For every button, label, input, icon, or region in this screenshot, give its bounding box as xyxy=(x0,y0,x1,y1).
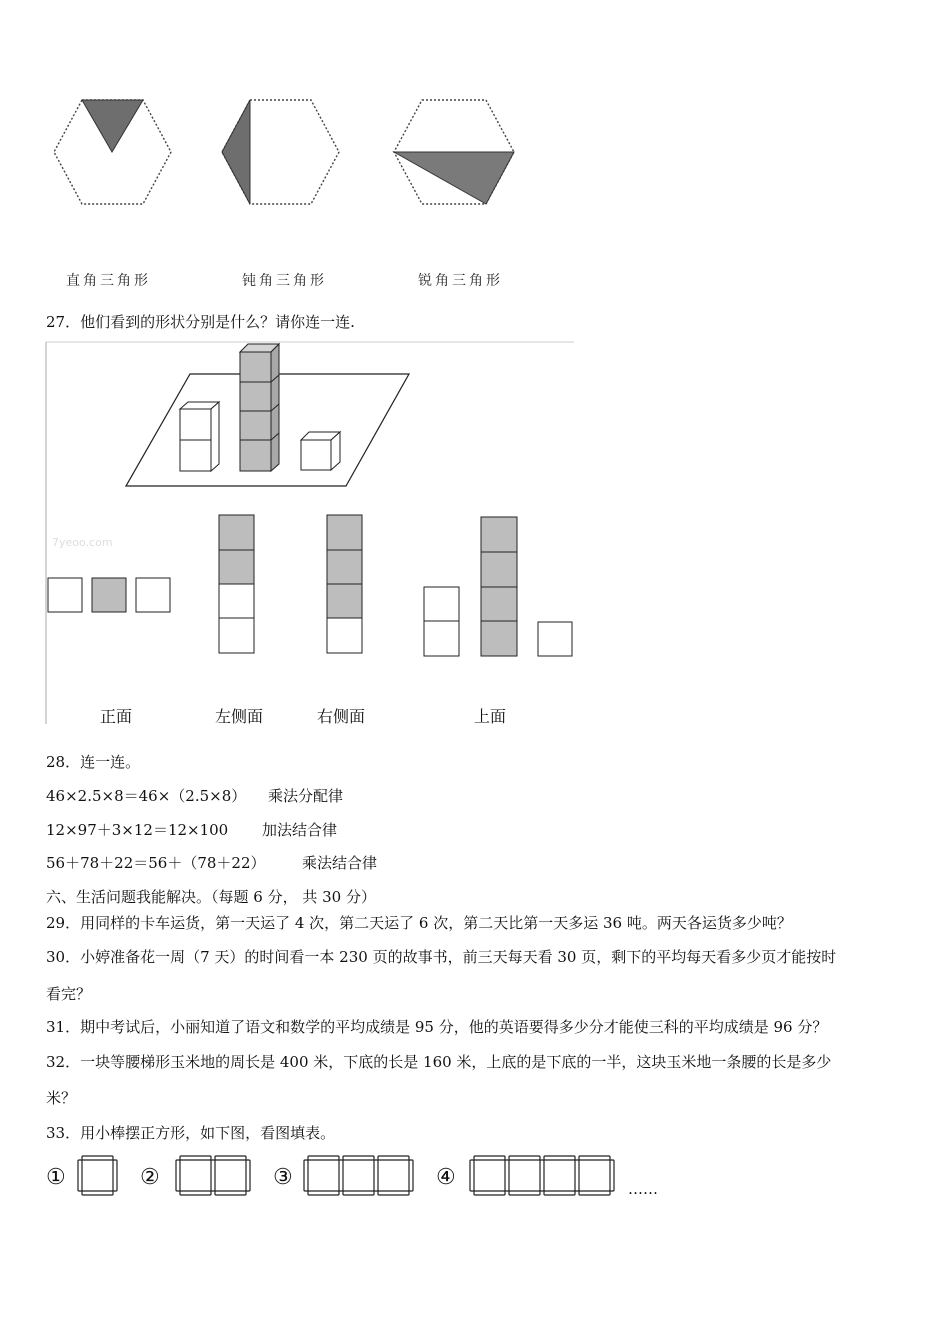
marker-1: ① xyxy=(46,1165,66,1190)
q28-law-2: 加法结合律 xyxy=(262,821,338,839)
question-32-line1: 32．一块等腰梯形玉米地的周长是 400 米，下底的长是 160 米，上底的是下底的一半，这块玉米地一条腰的长是多少 xyxy=(46,1053,832,1071)
view-label-left: 左侧面 xyxy=(215,707,264,726)
matchstick xyxy=(180,1156,211,1160)
matchstick xyxy=(304,1160,308,1191)
matchstick xyxy=(180,1191,211,1195)
section-6-title: 六、生活问题我能解决。（每题 6 分， 共 30 分） xyxy=(46,888,376,906)
matchstick xyxy=(378,1191,409,1195)
ellipsis: …… xyxy=(628,1180,658,1198)
question-32-line2: 米？ xyxy=(46,1089,77,1107)
question-29: 29．用同样的卡车运货，第一天运了 4 次，第二天运了 6 次，第二天比第一天多运 36 吨。两天各运货多少吨？ xyxy=(46,914,792,932)
matchstick xyxy=(474,1156,505,1160)
marker-2: ② xyxy=(140,1165,160,1190)
hexagon-obtuse-triangle xyxy=(218,96,343,208)
matchstick xyxy=(579,1156,610,1160)
matchstick xyxy=(339,1160,343,1191)
q28-expr-1: 46×2.5×8＝46×（2.5×8） xyxy=(46,787,247,805)
q28-law-3: 乘法结合律 xyxy=(302,854,378,872)
matchstick xyxy=(113,1160,117,1191)
matchstick xyxy=(308,1191,339,1195)
matchstick xyxy=(579,1191,610,1195)
view-label-top: 上面 xyxy=(474,707,507,726)
matchstick xyxy=(343,1156,374,1160)
marker-4: ④ xyxy=(436,1165,456,1190)
watermark: 7yeoo.com xyxy=(52,536,113,549)
matchstick xyxy=(215,1156,246,1160)
matchstick xyxy=(215,1191,246,1195)
matchstick xyxy=(343,1191,374,1195)
cube-views-figure xyxy=(44,338,576,726)
matchstick xyxy=(308,1156,339,1160)
matchstick xyxy=(509,1156,540,1160)
matchstick-figure xyxy=(44,1150,644,1200)
matchstick xyxy=(544,1156,575,1160)
question-30-line1: 30．小婷准备花一周（7 天）的时间看一本 230 页的故事书，前三天每天看 30 页，剩下的平均每天看多少页才能按时 xyxy=(46,948,837,966)
matchstick xyxy=(610,1160,614,1191)
matchstick xyxy=(82,1191,113,1195)
matchstick xyxy=(82,1156,113,1160)
matchstick xyxy=(409,1160,413,1191)
matchstick xyxy=(575,1160,579,1191)
matchstick xyxy=(246,1160,250,1191)
question-28-title: 28．连一连。 xyxy=(46,753,141,771)
matchstick xyxy=(474,1191,505,1195)
question-33: 33．用小棒摆正方形，如下图，看图填表。 xyxy=(46,1124,336,1142)
matchstick xyxy=(505,1160,509,1191)
view-label-front: 正面 xyxy=(100,707,133,726)
q28-law-1: 乘法分配律 xyxy=(268,787,344,805)
view-label-right: 右侧面 xyxy=(317,707,366,726)
marker-3: ③ xyxy=(273,1165,293,1190)
question-27: 27．他们看到的形状分别是什么？请你连一连. xyxy=(46,313,355,331)
hexagon-right-triangle xyxy=(50,96,175,208)
label-acute-triangle: 锐角三角形 xyxy=(418,273,503,289)
matchstick xyxy=(544,1191,575,1195)
matchstick xyxy=(176,1160,180,1191)
question-30-line2: 看完？ xyxy=(46,985,92,1003)
matchstick xyxy=(509,1191,540,1195)
matchstick xyxy=(374,1160,378,1191)
matchstick xyxy=(78,1160,82,1191)
hexagon-acute-triangle xyxy=(390,96,518,208)
matchstick xyxy=(470,1160,474,1191)
label-obtuse-triangle: 钝角三角形 xyxy=(242,273,327,289)
label-right-triangle: 直角三角形 xyxy=(66,273,151,289)
question-31: 31．期中考试后，小丽知道了语文和数学的平均成绩是 95 分，他的英语要得多少分才能使三科的平均成绩是 96 分？ xyxy=(46,1018,828,1036)
matchstick xyxy=(540,1160,544,1191)
q28-expr-2: 12×97＋3×12＝12×100 xyxy=(46,821,229,839)
q28-expr-3: 56＋78＋22＝56＋（78＋22） xyxy=(46,854,266,872)
matchstick xyxy=(211,1160,215,1191)
matchstick xyxy=(378,1156,409,1160)
